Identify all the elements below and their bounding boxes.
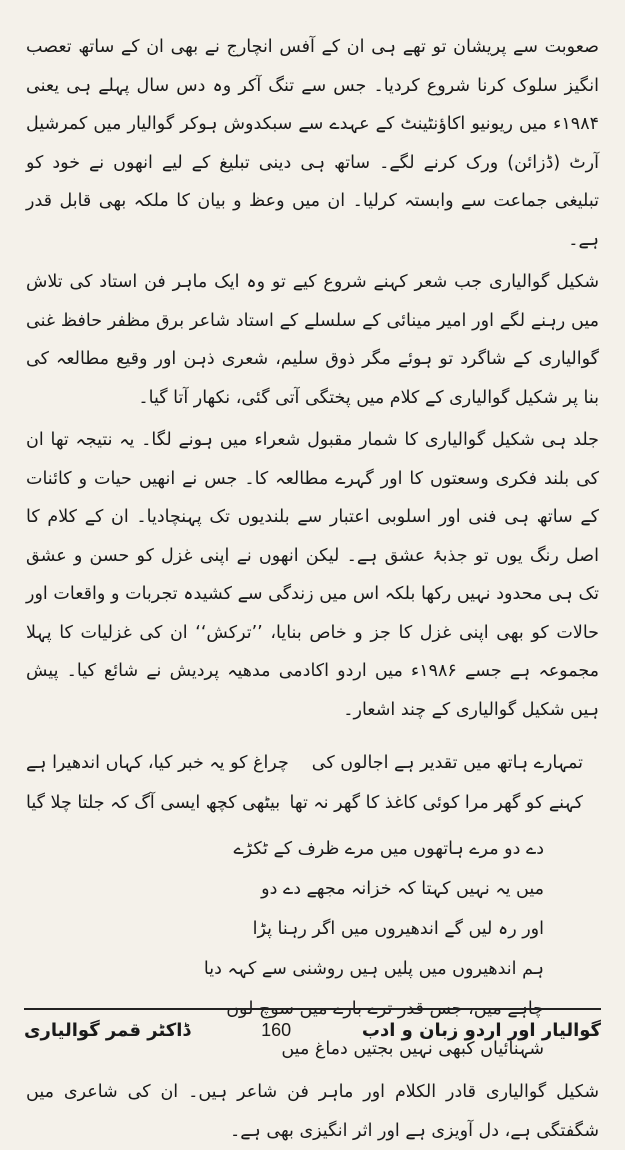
verse-line: ہم اندھیروں میں پلیں ہیں روشنی سے کہہ دیا bbox=[203, 959, 544, 979]
paragraph-2: شکیل گوالیاری جب شعر کہنے شروع کیے تو وہ ایک ماہر فن استاد کی تلاش میں رہنے لگے اور امیر مینائی کے سلسلے کے استاد شاعر برق مظفر حافظ غنی گوالیاری کے شاگرد تو ہوئے مگر ذوق سلیم، شعری ذہن اور وقیع مطالعہ کی بنا پر شکیل گوالیاری کے کلام میں پختگی آتی گئی، نکھار آتا گیا۔ bbox=[26, 272, 599, 408]
verse-line: اور رہ لیں گے اندھیروں میں اگر رہنا پڑا bbox=[252, 919, 544, 939]
paragraph-1: صعوبت سے پریشان تو تھے ہی ان کے آفس انچارج نے بھی ان کے ساتھ تعصب انگیز سلوک کرنا شروع کردیا۔ جس سے تنگ آکر وہ دس سال پہلے ہی یعنی ۱۹۸۴ء میں ریونیو اکاؤنٹینٹ کے عہدے سے سبکدوش ہوکر گوالیار میں کمرشیل آرٹ (ڈزائن) ورک کرنے لگے۔ ساتھ ہی دینی تبلیغ کے لیے انھوں نے خود کو تبلیغی جماعت سے وابستہ کرلیا۔ ان میں وعظ و بیان کا ملکہ بھی قابل قدر ہے۔ bbox=[26, 37, 599, 250]
couplet-first-line: تمہارے ہاتھ میں تقدیر ہے اجالوں کی bbox=[311, 753, 583, 773]
couplet bbox=[26, 743, 599, 783]
couplet-second-line: بیٹھی کچھ ایسی آگ کہ جلتا چلا گیا bbox=[26, 793, 281, 813]
page-footer bbox=[24, 1008, 601, 1041]
verse-line: شہنائیاں کبھی نہیں بجتیں دماغ میں bbox=[281, 1039, 544, 1059]
couplets-block bbox=[26, 743, 599, 823]
verse-line: چاہے میں، جس قدر ترے بارے میں سوچ لوں bbox=[226, 999, 544, 1019]
paragraph-3: جلد ہی شکیل گوالیاری کا شمار مقبول شعراء میں ہونے لگا۔ یہ نتیجہ تھا ان کی بلند فکری وسعتوں کا اور گہرے مطالعہ کا۔ جس نے انھیں حیات و کائنات کے ساتھ ہی فنی اور اسلوبی اعتبار سے بلندیوں تک پہنچادیا۔ ان کے کلام کا اصل رنگ یوں تو جذبۂ عشق ہے۔ لیکن انھوں نے اپنی غزل کو حسن و عشق تک ہی محدود نہیں رکھا بلکہ اس میں زندگی سے کشیدہ تجربات و واقعات اور حالات کو بھی اپنی غزل کا جز و خاص بنایا، ’’ترکش‘‘ ان کی غزلیات کا پہلا مجموعہ ہے جسے ۱۹۸۶ء میں اردو اکادمی مدھیہ پردیش نے شائع کیا۔ پیش ہیں شکیل گوالیاری کے چند اشعار۔ bbox=[26, 430, 599, 720]
verse-line: دے دو مرے ہاتھوں میں مرے ظرف کے ٹکڑے bbox=[233, 839, 544, 859]
couplet bbox=[26, 783, 599, 823]
closing-paragraph: شکیل گوالیاری قادر الکلام اور ماہر فن شاعر ہیں۔ ان کی شاعری میں شگفتگی ہے، دل آویزی ہے اور اثر انگیزی بھی ہے۔ bbox=[26, 1082, 599, 1141]
book-title: گوالیار اور اردو زبان و ادب bbox=[361, 1020, 601, 1041]
couplet-first-line: کہنے کو گھر مرا کوئی کاغذ کا گھر نہ تھا bbox=[289, 793, 583, 813]
page-number: 160 bbox=[261, 1020, 292, 1040]
author-name: ڈاکٹر قمر گوالیاری bbox=[24, 1020, 191, 1041]
verse-line: میں یہ نہیں کہتا کہ خزانہ مجھے دے دو bbox=[261, 879, 544, 899]
couplet-second-line: چراغ کو یہ خبر کیا، کہاں اندھیرا ہے bbox=[26, 753, 289, 773]
